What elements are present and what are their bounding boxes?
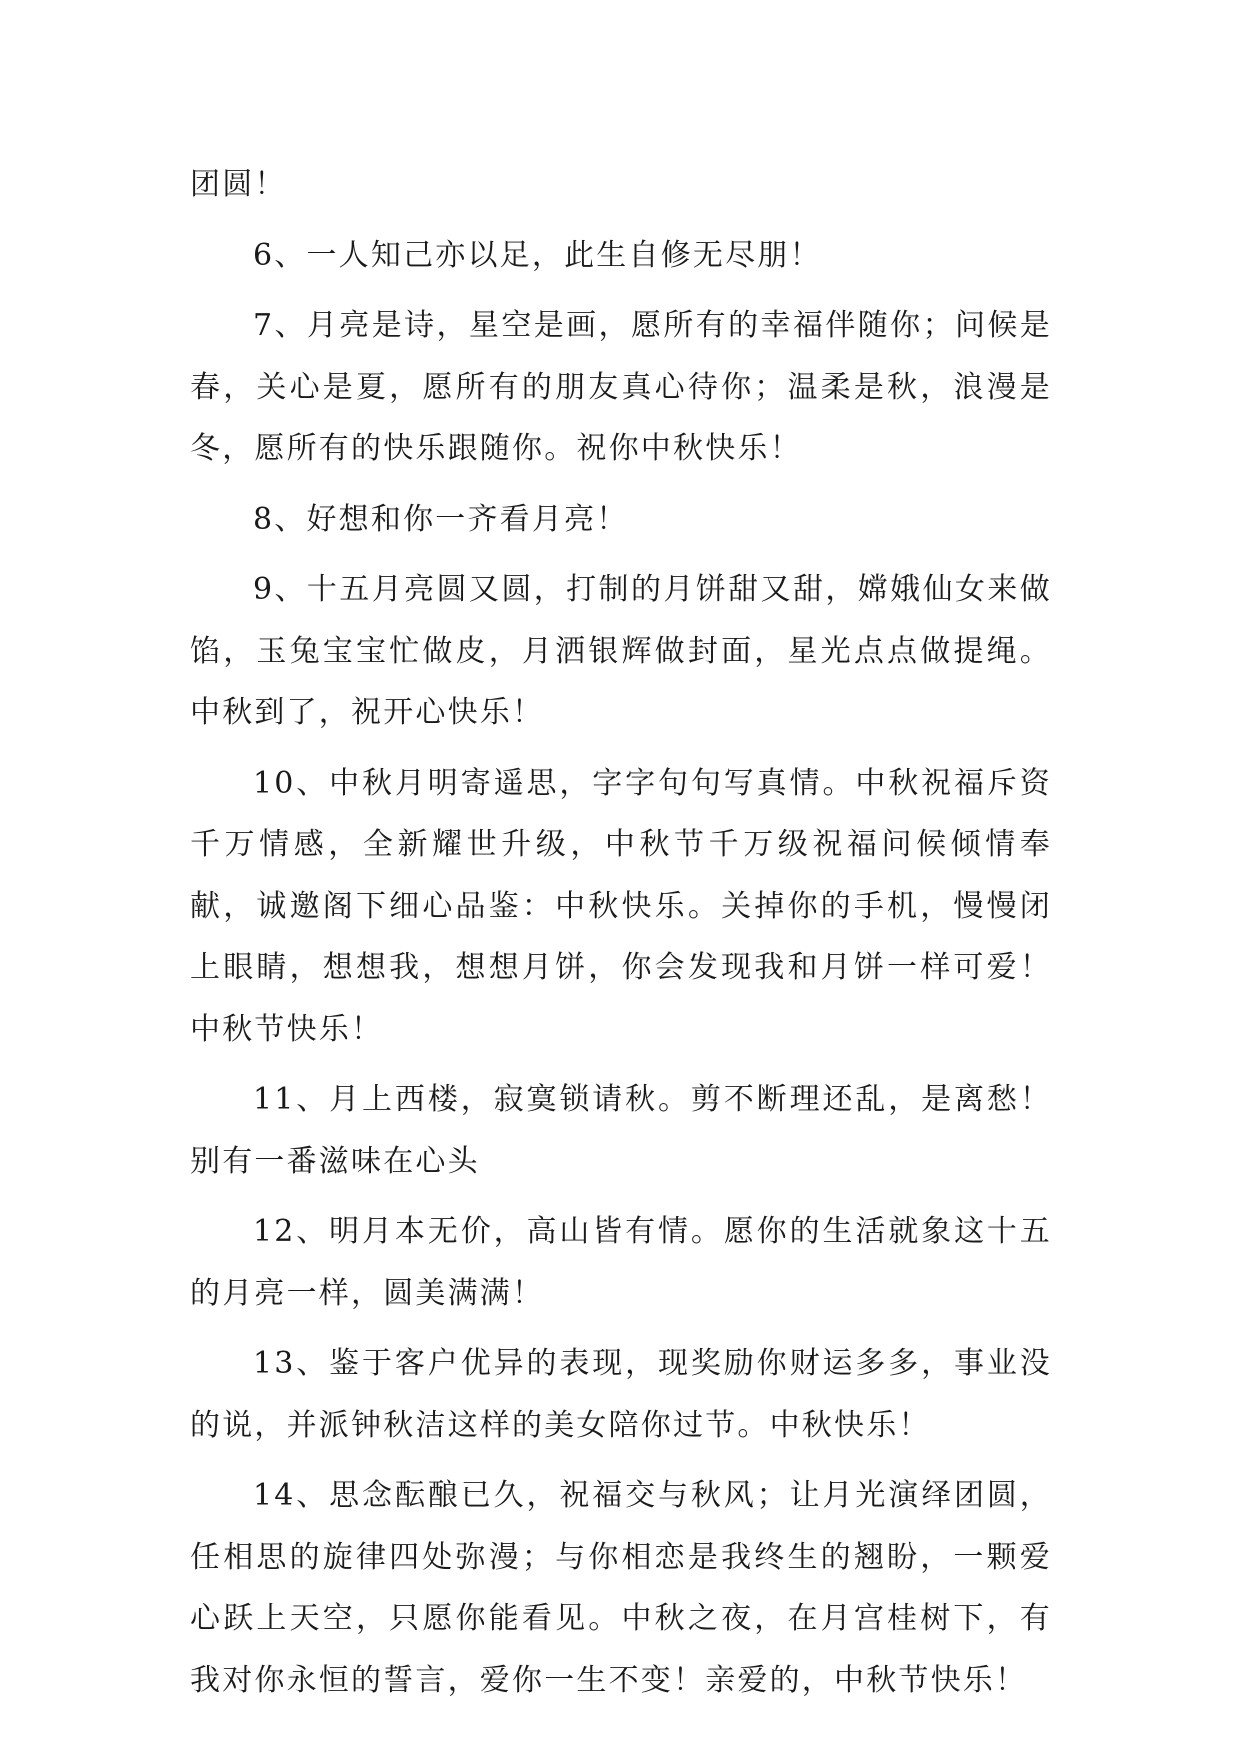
paragraph-item-7: 7、月亮是诗，星空是画，愿所有的幸福伴随你；问候是春，关心是夏，愿所有的朋友真心待你；温柔是秋，浪漫是冬，愿所有的快乐跟随你。祝你中秋快乐！: [190, 308, 1052, 466]
paragraph-item-13: 13、鉴于客户优异的表现，现奖励你财运多多，事业没的说，并派钟秋洁这样的美女陪你过节。中秋快乐！: [190, 1346, 1052, 1443]
paragraph-item-11: 11、月上西楼，寂寞锁请秋。剪不断理还乱，是离愁！别有一番滋味在心头: [190, 1082, 1052, 1179]
paragraph-item-9: 9、十五月亮圆又圆，打制的月饼甜又甜，嫦娥仙女来做馅，玉兔宝宝忙做皮，月洒银辉做封面，星光点点做提绳。中秋到了，祝开心快乐！: [190, 572, 1052, 730]
document-body: [190, 154, 1052, 1720]
paragraph-item-6: 6、一人知己亦以足，此生自修无尽朋！: [253, 237, 822, 273]
paragraph-item-10: 10、中秋月明寄遥思，字字句句写真情。中秋祝福斥资千万情感，全新耀世升级，中秋节千万级祝福问候倾情奉献，诚邀阁下细心品鉴：中秋快乐。关掉你的手机，慢慢闭上眼睛，想想我，想想月饼，你会发现我和月饼一样可爱！中秋节快乐！: [190, 765, 1052, 1047]
paragraph-item-12: 12、明月本无价，高山皆有情。愿你的生活就象这十五的月亮一样，圆美满满！: [190, 1214, 1052, 1311]
paragraph-item-14: 14、思念酝酿已久，祝福交与秋风；让月光演绎团圆，任相思的旋律四处弥漫；与你相恋是我终生的翘盼，一颗爱心跃上天空，只愿你能看见。中秋之夜，在月宫桂树下，有我对你永恒的誓言，爱你一生不变！亲爱的，中秋节快乐！: [190, 1478, 1052, 1698]
paragraph-continuation: 团圆！: [190, 167, 287, 202]
paragraph-item-8: 8、好想和你一齐看月亮！: [253, 501, 629, 537]
